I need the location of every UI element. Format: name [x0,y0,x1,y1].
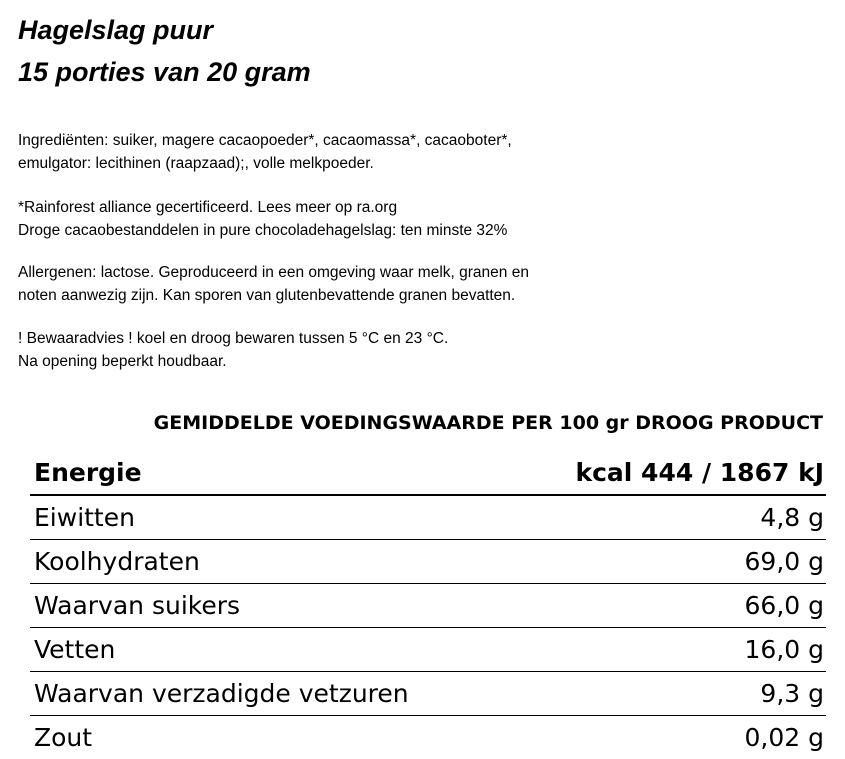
ingredients-text [18,129,818,175]
portion-info: 15 porties van 20 gram [18,56,311,88]
nutrition-row-suikers [30,584,826,628]
certification-line: *Rainforest alliance gecertificeerd. Lees meer op ra.org [18,196,818,219]
nutrition-row-energie [30,450,826,495]
nutrition-row-vetten [30,628,826,672]
nutrient-label: Zout [30,716,509,759]
nutrition-row-zout [30,716,826,759]
ingredients-line: Ingrediënten: suiker, magere cacaopoeder*, cacaomassa*, cacaoboter*, [18,129,818,152]
nutrition-row-verzadigde-vetzuren [30,672,826,716]
allergens-line: Allergenen: lactose. Geproduceerd in een omgeving waar melk, granen en [18,261,818,284]
nutrition-heading: GEMIDDELDE VOEDINGSWAARDE PER 100 gr DROOG PRODUCT [0,408,823,438]
nutrient-label: Koolhydraten [30,540,509,584]
certification-text [18,196,818,242]
storage-line: ! Bewaaradvies ! koel en droog bewaren tussen 5 °C en 23 °C. [18,327,818,350]
cacao-content-line: Droge cacaobestanddelen in pure chocoladehagelslag: ten minste 32% [18,219,818,242]
nutrient-label: Waarvan verzadigde vetzuren [30,672,509,716]
nutrient-value: 16,0 g [509,628,826,672]
nutrient-value: 9,3 g [509,672,826,716]
nutrient-value: 66,0 g [509,584,826,628]
nutrient-value: 69,0 g [509,540,826,584]
allergens-line: noten aanwezig zijn. Kan sporen van glutenbevattende granen bevatten. [18,284,818,307]
nutrient-label: Waarvan suikers [30,584,509,628]
storage-advice-text [18,327,818,373]
nutrient-value: kcal 444 / 1867 kJ [509,450,826,495]
nutrient-value: 4,8 g [509,495,826,540]
nutrient-label: Eiwitten [30,495,509,540]
product-name: Hagelslag puur [18,14,213,46]
nutrition-table [30,450,826,759]
nutrient-label: Vetten [30,628,509,672]
nutrition-row-eiwitten [30,495,826,540]
storage-line: Na opening beperkt houdbaar. [18,350,818,373]
nutrient-label: Energie [30,450,509,495]
nutrient-value: 0,02 g [509,716,826,759]
allergens-text [18,261,818,307]
nutrition-row-koolhydraten [30,540,826,584]
ingredients-line: emulgator: lecithinen (raapzaad);, volle melkpoeder. [18,152,818,175]
